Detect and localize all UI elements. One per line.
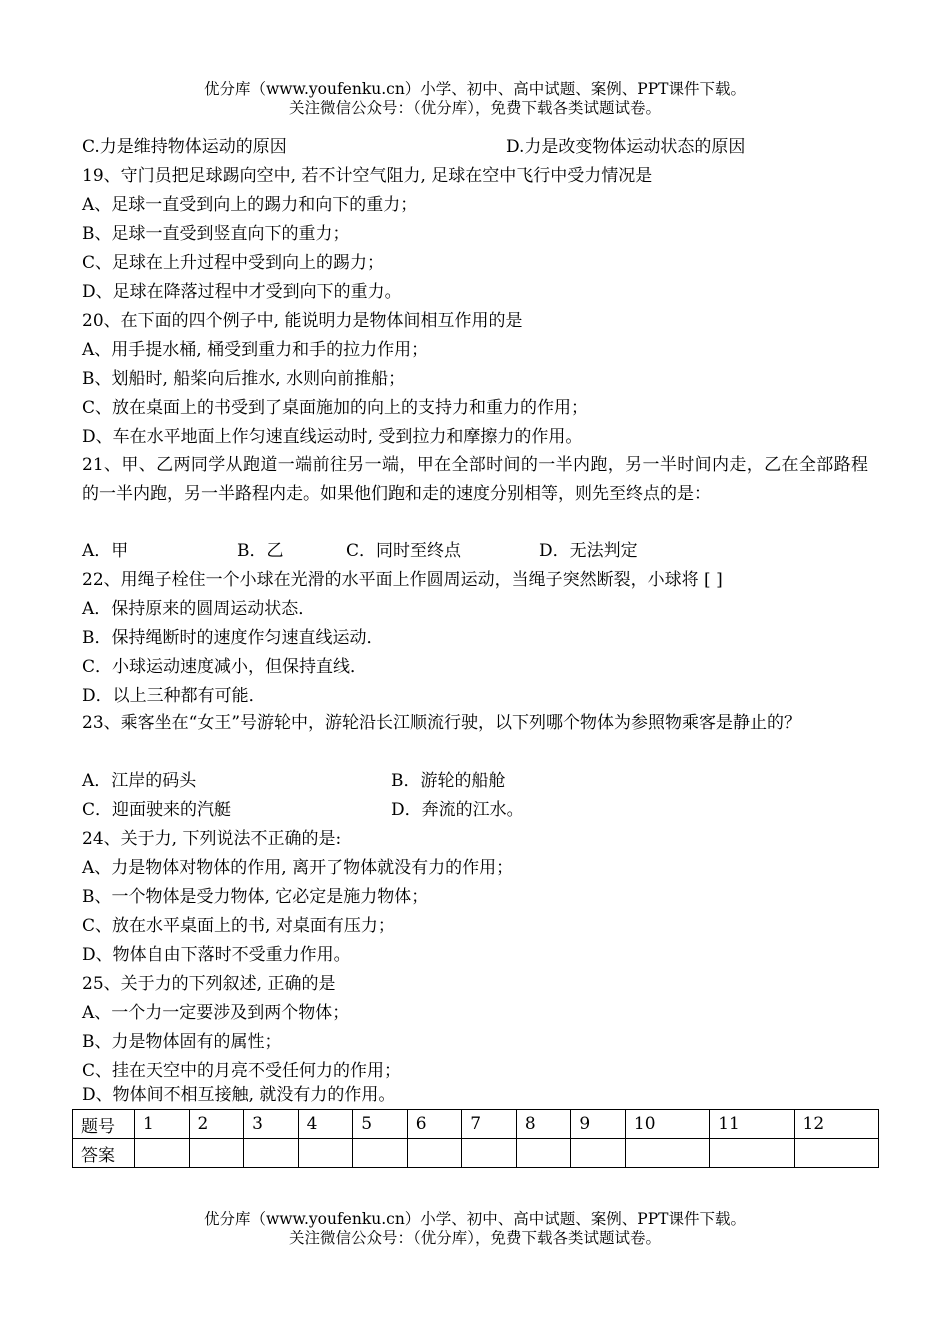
q23-option-c: C．迎面驶来的汽艇	[82, 800, 232, 820]
q20-option-c: C、放在桌面上的书受到了桌面施加的向上的支持力和重力的作用；	[82, 398, 589, 418]
footer-line-2: 关注微信公众号：（优分库），免费下载各类试题试卷。	[288, 1229, 661, 1247]
q24-option-a: A、力是物体对物体的作用, 离开了物体就没有力的作用；	[82, 858, 514, 878]
header-line-1: 优分库（www.youfenku.cn）小学、初中、高中试题、案例、PPT课件下载。	[203, 80, 747, 98]
answer-table-number: 7	[462, 1110, 517, 1139]
answer-cell	[794, 1139, 878, 1168]
q25-option-b: B、力是物体固有的属性；	[82, 1032, 282, 1052]
q23-option-a: A．江岸的码头	[82, 771, 197, 791]
answer-table-number: 9	[571, 1110, 626, 1139]
q25-option-c: C、挂在天空中的月亮不受任何力的作用；	[82, 1061, 402, 1081]
answer-cell	[189, 1139, 244, 1168]
q19-option-c: C、足球在上升过程中受到向上的踢力；	[82, 253, 385, 273]
answer-table-number: 5	[353, 1110, 408, 1139]
answer-cell	[298, 1139, 353, 1168]
q19-stem: 19、守门员把足球踢向空中, 若不计空气阻力, 足球在空中飞行中受力情况是	[82, 166, 653, 186]
answer-table-number: 10	[625, 1110, 709, 1139]
answer-cell	[353, 1139, 408, 1168]
q21-option-d: D．无法判定	[539, 541, 638, 561]
q21-option-a: A．甲	[82, 541, 129, 561]
q18-option-c: C.力是维持物体运动的原因	[82, 137, 287, 157]
q21-option-c: C．同时至终点	[346, 541, 462, 561]
q21-option-b: B．乙	[237, 541, 284, 561]
q24-stem: 24、关于力, 下列说法不正确的是:	[82, 829, 342, 849]
q20-option-b: B、划船时, 船桨向后推水, 水则向前推船；	[82, 369, 406, 389]
q25-option-a: A、一个力一定要涉及到两个物体；	[82, 1003, 350, 1023]
answer-cell	[625, 1139, 709, 1168]
q25-option-d: D、物体间不相互接触, 就没有力的作用。	[82, 1085, 396, 1105]
q22-option-d: D．以上三种都有可能．	[82, 686, 266, 706]
answer-cell	[135, 1139, 190, 1168]
q20-option-a: A、用手提水桶, 桶受到重力和手的拉力作用；	[82, 340, 429, 360]
q19-option-d: D、足球在降落过程中才受到向下的重力。	[82, 282, 402, 302]
answer-cell	[516, 1139, 571, 1168]
header-line-2: 关注微信公众号：（优分库），免费下载各类试题试卷。	[288, 99, 661, 117]
q24-option-c: C、放在水平桌面上的书, 对桌面有压力；	[82, 916, 395, 936]
answer-table-number: 11	[710, 1110, 794, 1139]
q23-option-d: D．奔流的江水。	[391, 800, 524, 820]
q18-option-d: D.力是改变物体运动状态的原因	[506, 137, 746, 157]
q22-stem: 22、用绳子栓住一个小球在光滑的水平面上作圆周运动，当绳子突然断裂，小球将 [ ]	[82, 570, 723, 590]
q23-stem: 23、乘客坐在“女王”号游轮中，游轮沿长江顺流行驶，以下列哪个物体为参照物乘客是静止的？	[82, 713, 802, 733]
answer-table-number: 1	[135, 1110, 190, 1139]
answer-table-row-label: 题号	[73, 1110, 135, 1139]
answer-table-number: 2	[189, 1110, 244, 1139]
answer-cell	[244, 1139, 299, 1168]
answer-table-number: 3	[244, 1110, 299, 1139]
answer-table-number: 12	[794, 1110, 878, 1139]
q22-option-c: C．小球运动速度减小，但保持直线．	[82, 657, 368, 677]
q19-option-b: B、足球一直受到竖直向下的重力；	[82, 224, 350, 244]
q21-stem: 21、甲、乙两同学从跑道一端前往另一端，甲在全部时间的一半内跑，另一半时间内走，乙在全部路程的一半内跑，另一半路程内走。如果他们跑和走的速度分别相等，则先至终点的是：	[82, 455, 868, 504]
answer-table-number: 8	[516, 1110, 571, 1139]
answer-table-number-row	[73, 1110, 879, 1139]
footer-line-1: 优分库（www.youfenku.cn）小学、初中、高中试题、案例、PPT课件下载。	[203, 1210, 747, 1228]
q23-option-b: B．游轮的船舱	[391, 771, 506, 791]
q20-option-d: D、车在水平地面上作匀速直线运动时, 受到拉力和摩擦力的作用。	[82, 427, 583, 447]
q24-option-d: D、物体自由下落时不受重力作用。	[82, 945, 351, 965]
answer-table-row-label: 答案	[73, 1139, 135, 1168]
answer-cell	[407, 1139, 462, 1168]
answer-table-answer-row	[73, 1139, 879, 1168]
q24-option-b: B、一个物体是受力物体, 它必定是施力物体；	[82, 887, 429, 907]
q20-stem: 20、在下面的四个例子中, 能说明力是物体间相互作用的是	[82, 311, 523, 331]
answer-table	[72, 1109, 879, 1168]
q25-stem: 25、关于力的下列叙述, 正确的是	[82, 974, 336, 994]
answer-table-number: 6	[407, 1110, 462, 1139]
q19-option-a: A、足球一直受到向上的踢力和向下的重力；	[82, 195, 418, 215]
answer-cell	[710, 1139, 794, 1168]
q22-option-b: B．保持绳断时的速度作匀速直线运动．	[82, 628, 384, 648]
answer-cell	[462, 1139, 517, 1168]
answer-table-number: 4	[298, 1110, 353, 1139]
answer-cell	[571, 1139, 626, 1168]
q22-option-a: A．保持原来的圆周运动状态．	[82, 599, 316, 619]
